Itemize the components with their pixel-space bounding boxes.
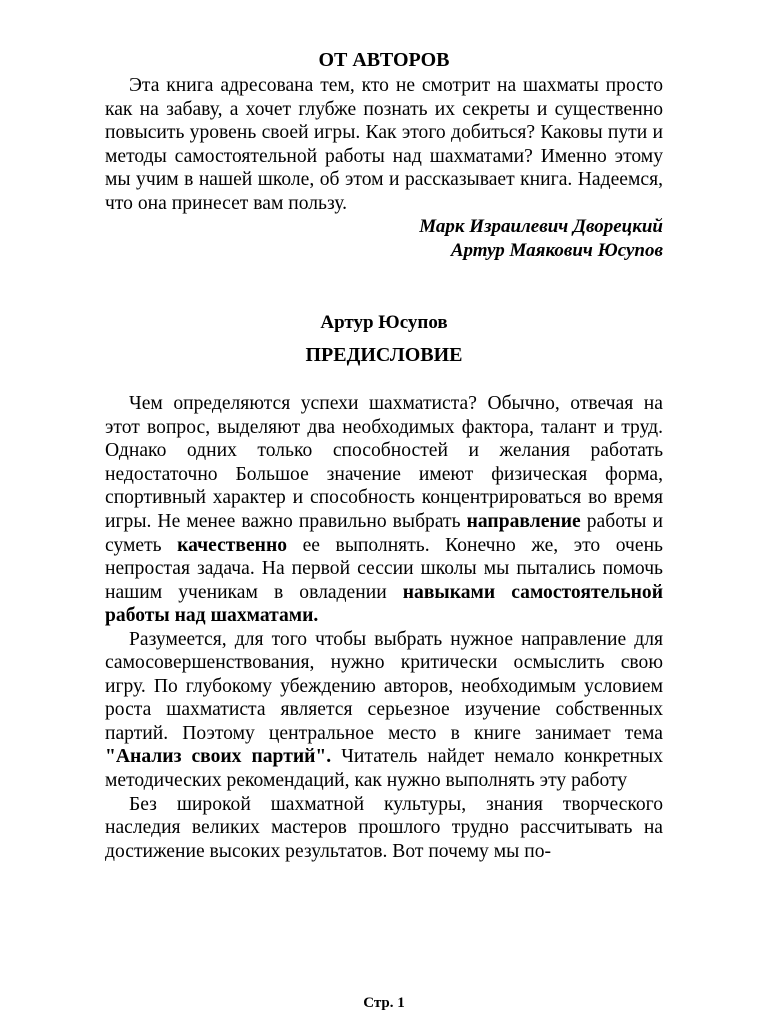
signature-yusupov: Артур Маякович Юсупов	[450, 240, 663, 262]
preface-paragraph-3: Без широкой шахматной культуры, знания творческого наследия великих мастеров прошлого трудно рассчитывать на достижение высоких результатов. Вот почему мы по-	[105, 793, 663, 862]
signature-dvoretsky: Марк Израилевич Дворецкий	[419, 216, 663, 238]
preface-paragraph-2	[105, 628, 663, 793]
p2-text-c: Читатель найдет немало конкретных методических рекомендаций, как нужно выполнять эту работу	[105, 746, 663, 792]
preface-heading: ПРЕДИСЛОВИЕ	[305, 344, 463, 367]
p2-bold-topic: "Анализ своих партий".	[105, 746, 332, 768]
p1-bold-direction: направление	[466, 511, 581, 533]
section-gap	[105, 263, 663, 309]
preface-paragraph-1	[105, 392, 663, 627]
p1-text-c: работы и суметь	[105, 511, 663, 556]
p1-text-a: Чем определяются успехи шахматиста? Обычно, отвечая на этот вопрос, выделяют два необходимых фактора, талант и труд. Однако одних только способностей и желания работать недостаточно Большое значение имеют физическая форма, спортивный характер и способность концентрироваться во время игры. Не менее важно правильно выбрать	[105, 393, 663, 533]
authors-paragraph: Эта книга адресована тем, кто не смотрит на шахматы просто как на забаву, а хочет глубже познать их секреты и существенно повысить уровень своей игры. Как этого добиться? Каковы пути и методы самостоятельной работы над шахматами? Именно этому мы учим в нашей школе, об этом и рассказывает книга. Надеемся, что она принесет вам пользу.	[105, 75, 663, 214]
authors-heading: ОТ АВТОРОВ	[318, 49, 450, 71]
preface-author: Артур Юсупов	[320, 312, 448, 334]
p1-bold-quality: качественно	[177, 534, 288, 556]
page-number: Стр. 1	[363, 995, 405, 1011]
p2-text-a: Разумеется, для того чтобы выбрать нужное направление для самосовершенствования, нужно критически осмыслить свою игру. По глубокому убеждению авторов, необходимым условием роста шахматиста является серьезное изучение собственных партий. Поэтому центральное место в книге занимает тема	[105, 628, 663, 744]
p1-bold-skills: навыками самостоятельной работы над шахматами.	[105, 581, 663, 627]
p1-text-d: ее выполнять. Конечно же, это очень непростая задача. На первой сессии школы мы пытались помочь нашим ученикам в овладении	[105, 534, 663, 603]
document-page	[105, 46, 663, 863]
preface-gap	[105, 369, 663, 392]
